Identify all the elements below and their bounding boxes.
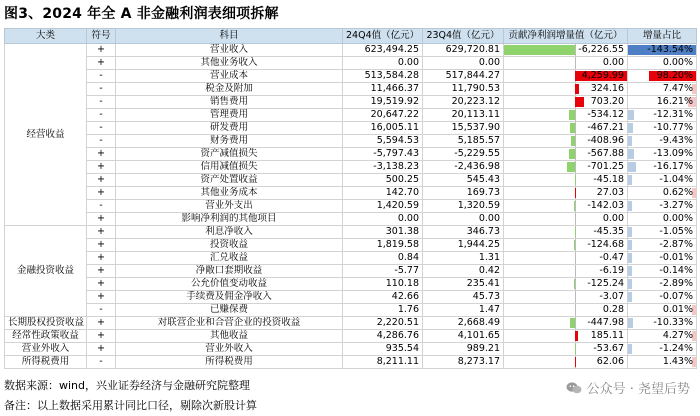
contribution-value: 0.00 (602, 57, 624, 68)
share-value: -16.17% (653, 161, 693, 172)
contribution-cell (504, 278, 628, 291)
sign-cell: - (87, 96, 116, 109)
item-cell: 投资收益 (116, 239, 343, 252)
header-share: 增量占比 (628, 29, 697, 44)
value-23q4-cell: 20,223.12 (423, 96, 504, 109)
contribution-cell (504, 330, 628, 343)
contribution-cell (504, 44, 628, 57)
contribution-cell (504, 265, 628, 278)
value-23q4-cell: 0.00 (423, 57, 504, 70)
sign-cell: + (87, 161, 116, 174)
value-24q4-cell: 1.76 (343, 304, 423, 317)
contribution-bar (575, 175, 576, 185)
category-cell: 所得税费用 (5, 356, 87, 369)
share-cell (628, 70, 697, 83)
item-cell: 净敞口套期收益 (116, 265, 343, 278)
item-cell: 已赚保费 (116, 304, 343, 317)
item-cell: 其他收益 (116, 330, 343, 343)
value-23q4-cell: 45.73 (423, 291, 504, 304)
bar-zero-line (575, 122, 576, 134)
contribution-cell (504, 57, 628, 70)
value-24q4-cell: 1,420.59 (343, 200, 423, 213)
contribution-cell (504, 356, 628, 369)
table-row (5, 343, 697, 356)
contribution-value: -124.68 (587, 239, 624, 250)
contribution-value: -447.98 (587, 317, 624, 328)
share-cell (628, 161, 697, 174)
share-cell (628, 57, 697, 70)
sign-cell: - (87, 70, 116, 83)
share-cell (628, 213, 697, 226)
share-value: -0.01% (659, 252, 693, 263)
bar-zero-line (575, 174, 576, 186)
value-23q4-cell: 235.41 (423, 278, 504, 291)
value-23q4-cell: 517,844.27 (423, 70, 504, 83)
item-cell: 营业成本 (116, 70, 343, 83)
contribution-value: -467.21 (587, 122, 624, 133)
value-24q4-cell: 5,594.53 (343, 135, 423, 148)
sign-cell: + (87, 343, 116, 356)
figure-title: 图3、2024 年全 A 非金融利润表细项拆解 (4, 6, 279, 22)
contribution-value: -142.03 (587, 200, 624, 211)
bar-zero-line (575, 239, 576, 251)
sign-cell: + (87, 213, 116, 226)
contribution-cell (504, 291, 628, 304)
share-value: 0.00% (662, 213, 693, 224)
value-24q4-cell: 500.25 (343, 174, 423, 187)
share-value: 0.62% (662, 187, 693, 198)
category-cell: 金融投资收益 (5, 226, 87, 317)
item-cell: 营业外支出 (116, 200, 343, 213)
value-24q4-cell: -5,797.43 (343, 148, 423, 161)
value-23q4-cell: 629,720.81 (423, 44, 504, 57)
bar-zero-line (575, 200, 576, 212)
bar-zero-line (575, 44, 576, 56)
contribution-value: 0.28 (602, 304, 624, 315)
share-cell (628, 83, 697, 96)
table-row (5, 226, 697, 239)
contribution-value: -6.19 (599, 265, 624, 276)
bar-zero-line (575, 291, 576, 303)
share-fill (628, 292, 632, 302)
contribution-bar (569, 149, 576, 159)
sign-cell: + (87, 44, 116, 57)
bar-zero-line (575, 109, 576, 121)
contribution-cell (504, 304, 628, 317)
share-value: -1.04% (659, 174, 693, 185)
item-cell: 营业外收入 (116, 343, 343, 356)
value-23q4-cell: 8,273.17 (423, 356, 504, 369)
contribution-value: 27.03 (596, 187, 624, 198)
sign-cell: - (87, 83, 116, 96)
value-24q4-cell: 0.00 (343, 213, 423, 226)
value-23q4-cell: 4,101.65 (423, 330, 504, 343)
share-cell (628, 187, 697, 200)
share-cell (628, 356, 697, 369)
bar-zero-line (575, 135, 576, 147)
table-row (5, 265, 697, 278)
value-24q4-cell: 935.54 (343, 343, 423, 356)
share-fill (628, 227, 632, 237)
share-cell (628, 226, 697, 239)
item-cell: 销售费用 (116, 96, 343, 109)
share-value: -10.33% (653, 317, 693, 328)
sign-cell: - (87, 109, 116, 122)
value-23q4-cell: 0.42 (423, 265, 504, 278)
contribution-value: 185.11 (590, 330, 624, 341)
share-value: -1.05% (659, 226, 693, 237)
value-23q4-cell: 2,668.49 (423, 317, 504, 330)
table-row (5, 252, 697, 265)
contribution-cell (504, 109, 628, 122)
contribution-bar (504, 45, 575, 55)
contribution-value: 703.20 (590, 96, 624, 107)
share-cell (628, 200, 697, 213)
contribution-value: -534.12 (587, 109, 624, 120)
share-cell (628, 148, 697, 161)
share-fill (628, 149, 634, 159)
table-header-row (5, 29, 697, 44)
value-23q4-cell: 346.73 (423, 226, 504, 239)
table-row (5, 330, 697, 343)
item-cell: 营业收入 (116, 44, 343, 57)
contribution-value: -53.67 (593, 343, 624, 354)
item-cell: 资产减值损失 (116, 148, 343, 161)
header-item: 科目 (116, 29, 343, 44)
category-cell: 经常性政策收益 (5, 330, 87, 343)
remark-note: 备注：以上数据采用累计同比口径，剔除次新股计算 (4, 399, 257, 412)
share-cell (628, 135, 697, 148)
share-value: 16.21% (656, 96, 693, 107)
share-value: -3.27% (659, 200, 693, 211)
value-23q4-cell: -5,229.55 (423, 148, 504, 161)
profit-breakdown-table (4, 28, 697, 369)
value-23q4-cell: 20,113.11 (423, 109, 504, 122)
share-cell (628, 343, 697, 356)
share-cell (628, 239, 697, 252)
share-cell (628, 265, 697, 278)
contribution-value: 0.00 (602, 213, 624, 224)
share-cell (628, 174, 697, 187)
value-23q4-cell: 1,944.25 (423, 239, 504, 252)
share-cell (628, 96, 697, 109)
value-24q4-cell: 513,584.28 (343, 70, 423, 83)
contribution-value: -408.96 (587, 135, 624, 146)
sign-cell: + (87, 226, 116, 239)
contribution-cell (504, 213, 628, 226)
contribution-cell (504, 122, 628, 135)
contribution-bar (575, 97, 583, 107)
share-cell (628, 330, 697, 343)
contribution-value: -3.07 (599, 291, 624, 302)
value-24q4-cell: 16,005.11 (343, 122, 423, 135)
share-cell (628, 122, 697, 135)
contribution-cell (504, 343, 628, 356)
contribution-cell (504, 83, 628, 96)
contribution-bar (575, 84, 579, 94)
contribution-bar (570, 123, 575, 133)
table-row (5, 57, 697, 70)
watermark (566, 378, 690, 397)
table-row (5, 83, 697, 96)
share-value: -12.31% (653, 109, 693, 120)
share-value: -0.07% (659, 291, 693, 302)
share-fill (628, 344, 632, 354)
share-fill (628, 162, 636, 172)
item-cell: 利息净收入 (116, 226, 343, 239)
table-row (5, 96, 697, 109)
table-row (5, 122, 697, 135)
share-value: -2.89% (659, 278, 693, 289)
footer-notes (4, 376, 257, 416)
contribution-cell (504, 148, 628, 161)
value-24q4-cell: 301.38 (343, 226, 423, 239)
sign-cell: - (87, 304, 116, 317)
value-24q4-cell: 110.18 (343, 278, 423, 291)
table-row (5, 161, 697, 174)
item-cell: 研发费用 (116, 122, 343, 135)
contribution-value: -45.18 (593, 174, 624, 185)
share-value: 0.01% (662, 304, 693, 315)
bar-zero-line (575, 148, 576, 160)
table-row (5, 291, 697, 304)
bar-zero-line (575, 317, 576, 329)
share-value: -0.14% (659, 265, 693, 276)
bar-zero-line (575, 304, 576, 316)
header-category: 大类 (5, 29, 87, 44)
sign-cell: + (87, 265, 116, 278)
contribution-value: -567.88 (587, 148, 624, 159)
contribution-cell (504, 96, 628, 109)
value-24q4-cell: 2,220.51 (343, 317, 423, 330)
contribution-bar (575, 344, 576, 354)
item-cell: 对联营企业和合营企业的投资收益 (116, 317, 343, 330)
table-row (5, 213, 697, 226)
contribution-value: -701.25 (587, 161, 624, 172)
value-24q4-cell: 4,286.76 (343, 330, 423, 343)
share-fill (628, 136, 632, 146)
contribution-value: -125.24 (587, 278, 624, 289)
value-24q4-cell: -5.77 (343, 265, 423, 278)
sign-cell: + (87, 330, 116, 343)
bar-zero-line (575, 265, 576, 277)
share-fill (628, 123, 633, 133)
item-cell: 税金及附加 (116, 83, 343, 96)
contribution-cell (504, 135, 628, 148)
header-contribution: 贡献净利润增量值（亿元） (504, 29, 628, 44)
value-24q4-cell: 0.84 (343, 252, 423, 265)
share-fill (628, 253, 632, 263)
bar-zero-line (575, 57, 576, 69)
contribution-cell (504, 252, 628, 265)
value-24q4-cell: 20,647.22 (343, 109, 423, 122)
contribution-value: 4,259.99 (581, 70, 624, 81)
contribution-value: -6,226.55 (578, 44, 624, 55)
share-value: 7.47% (662, 83, 693, 94)
table-row (5, 200, 697, 213)
share-fill (628, 266, 632, 276)
value-24q4-cell: 0.00 (343, 57, 423, 70)
value-23q4-cell: 169.73 (423, 187, 504, 200)
sign-cell: - (87, 122, 116, 135)
contribution-cell (504, 161, 628, 174)
table-row (5, 174, 697, 187)
contribution-bar (575, 331, 577, 341)
share-cell (628, 109, 697, 122)
sign-cell: - (87, 135, 116, 148)
contribution-bar (571, 136, 576, 146)
contribution-cell (504, 239, 628, 252)
share-cell (628, 291, 697, 304)
value-23q4-cell: 5,185.57 (423, 135, 504, 148)
contribution-cell (504, 226, 628, 239)
share-cell (628, 278, 697, 291)
header-sign: 符号 (87, 29, 116, 44)
sign-cell: + (87, 148, 116, 161)
item-cell: 所得税费用 (116, 356, 343, 369)
contribution-bar (569, 110, 575, 120)
share-cell (628, 252, 697, 265)
value-23q4-cell: 1,320.59 (423, 200, 504, 213)
bar-zero-line (575, 278, 576, 290)
contribution-bar (574, 240, 575, 250)
share-value: -2.87% (659, 239, 693, 250)
sign-cell: + (87, 278, 116, 291)
item-cell: 手续费及佣金净收入 (116, 291, 343, 304)
sign-cell: + (87, 174, 116, 187)
contribution-bar (567, 162, 575, 172)
table-row (5, 317, 697, 330)
value-23q4-cell: 11,790.53 (423, 83, 504, 96)
share-value: -143.54% (647, 44, 693, 55)
value-23q4-cell: 0.00 (423, 213, 504, 226)
header-23q4: 23Q4值（亿元） (423, 29, 504, 44)
item-cell: 其他业务成本 (116, 187, 343, 200)
table-row (5, 356, 697, 369)
value-23q4-cell: 545.43 (423, 174, 504, 187)
sign-cell: + (87, 317, 116, 330)
contribution-value: 324.16 (590, 83, 624, 94)
header-24q4: 24Q4值（亿元） (343, 29, 423, 44)
value-23q4-cell: 1.31 (423, 252, 504, 265)
bar-zero-line (575, 213, 576, 225)
table-row (5, 278, 697, 291)
table-row (5, 239, 697, 252)
contribution-bar (574, 201, 576, 211)
watermark-text: 公众号 · 尧望后势 (586, 382, 690, 397)
share-value: -10.77% (653, 122, 693, 133)
sign-cell: + (87, 291, 116, 304)
table-row (5, 44, 697, 57)
share-fill (628, 110, 634, 120)
contribution-bar (575, 357, 576, 367)
table-row (5, 187, 697, 200)
share-value: -9.43% (659, 135, 693, 146)
share-cell (628, 304, 697, 317)
sign-cell: - (87, 200, 116, 213)
item-cell: 信用减值损失 (116, 161, 343, 174)
table-body (5, 44, 697, 369)
value-23q4-cell: 15,537.90 (423, 122, 504, 135)
share-value: 98.20% (656, 70, 693, 81)
item-cell: 影响净利润的其他项目 (116, 213, 343, 226)
value-23q4-cell: -2,436.98 (423, 161, 504, 174)
share-fill (628, 318, 633, 328)
bar-zero-line (575, 161, 576, 173)
contribution-value: -0.47 (599, 252, 624, 263)
contribution-cell (504, 200, 628, 213)
value-24q4-cell: 8,211.11 (343, 356, 423, 369)
table-row (5, 135, 697, 148)
value-23q4-cell: 1.47 (423, 304, 504, 317)
share-cell (628, 44, 697, 57)
value-24q4-cell: 623,494.25 (343, 44, 423, 57)
contribution-bar (575, 227, 576, 237)
item-cell: 其他业务收入 (116, 57, 343, 70)
item-cell: 财务费用 (116, 135, 343, 148)
value-24q4-cell: 42.66 (343, 291, 423, 304)
contribution-bar (574, 279, 575, 289)
item-cell: 公允价值变动收益 (116, 278, 343, 291)
contribution-value: 62.06 (596, 356, 624, 367)
table-row (5, 304, 697, 317)
share-fill (628, 175, 632, 185)
table-row (5, 109, 697, 122)
share-fill (628, 279, 632, 289)
sign-cell: + (87, 57, 116, 70)
category-cell: 营业外收入 (5, 343, 87, 356)
category-cell: 长期股权投资收益 (5, 317, 87, 330)
share-value: -1.24% (659, 343, 693, 354)
table-row (5, 148, 697, 161)
wechat-icon (566, 381, 582, 395)
bar-zero-line (575, 226, 576, 238)
share-value: 1.43% (662, 356, 693, 367)
contribution-bar (570, 318, 575, 328)
share-cell (628, 317, 697, 330)
item-cell: 汇兑收益 (116, 252, 343, 265)
sign-cell: + (87, 252, 116, 265)
value-24q4-cell: 19,519.92 (343, 96, 423, 109)
contribution-value: -45.35 (593, 226, 624, 237)
item-cell: 管理费用 (116, 109, 343, 122)
value-24q4-cell: 1,819.58 (343, 239, 423, 252)
table-row (5, 70, 697, 83)
bar-zero-line (575, 343, 576, 355)
sign-cell: - (87, 356, 116, 369)
value-24q4-cell: 11,466.37 (343, 83, 423, 96)
value-23q4-cell: 989.21 (423, 343, 504, 356)
share-fill (628, 240, 632, 250)
contribution-cell (504, 187, 628, 200)
contribution-cell (504, 174, 628, 187)
item-cell: 资产处置收益 (116, 174, 343, 187)
share-fill (628, 201, 632, 211)
sign-cell: + (87, 239, 116, 252)
value-24q4-cell: 142.70 (343, 187, 423, 200)
contribution-cell (504, 317, 628, 330)
share-value: 0.00% (662, 57, 693, 68)
source-note: 数据来源：wind，兴业证券经济与金融研究院整理 (4, 379, 251, 392)
category-cell: 经营收益 (5, 44, 87, 226)
contribution-cell (504, 70, 628, 83)
value-24q4-cell: -3,138.23 (343, 161, 423, 174)
sign-cell: + (87, 187, 116, 200)
share-value: -13.09% (653, 148, 693, 159)
bar-zero-line (575, 252, 576, 264)
share-value: 4.27% (662, 330, 693, 341)
